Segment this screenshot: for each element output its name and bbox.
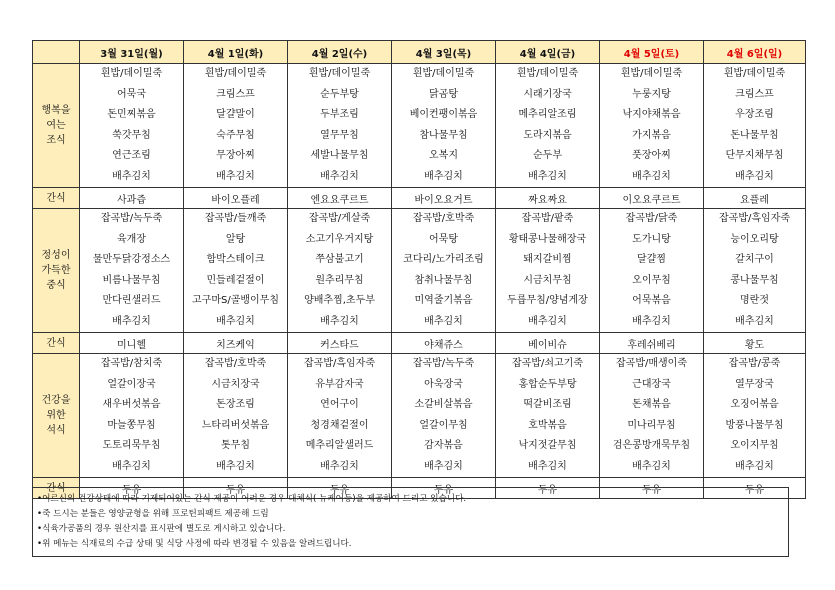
lunch-snack-row <box>33 333 806 354</box>
menu-item: 누룽지탕 <box>632 88 671 100</box>
menu-item: 미나리무침 <box>627 419 676 431</box>
menu-item: 배추김치 <box>112 170 151 182</box>
menu-item: 흰밥/데이밀죽 <box>723 68 786 79</box>
breakfast-menu-cell <box>184 64 288 188</box>
snack-item: 황도 <box>704 333 806 354</box>
menu-item: 배추김치 <box>632 170 671 182</box>
menu-item: 잡곡밥/들깨죽 <box>204 213 267 224</box>
breakfast-menu-row <box>33 64 806 188</box>
menu-item: 닭곰탕 <box>429 88 458 100</box>
snack-item: 이오요쿠르트 <box>600 188 704 209</box>
menu-item: 만다린샐러드 <box>102 295 161 306</box>
menu-item: 명란젓 <box>740 295 769 306</box>
lunch-menu-cell <box>80 209 184 333</box>
lunch-menu-row <box>33 209 806 333</box>
menu-item: 어묵볶음 <box>632 295 671 306</box>
menu-item: 우장조림 <box>735 109 774 120</box>
breakfast-menu-cell <box>496 64 600 188</box>
snack-item: 바이오플레 <box>184 188 288 209</box>
menu-item: 소고기우거지탕 <box>305 233 374 245</box>
menu-item: 감자볶음 <box>424 440 463 451</box>
menu-item: 돈채볶음 <box>632 399 671 410</box>
snack-item: 엔요요쿠르트 <box>288 188 392 209</box>
dinner-menu-cell <box>80 354 184 478</box>
snack-item: 야채쥬스 <box>392 333 496 354</box>
dinner-label: 건강을 위한 석식 <box>33 354 80 478</box>
menu-item: 오이무침 <box>632 274 671 286</box>
menu-item: 호박볶음 <box>528 419 567 431</box>
menu-item: 달걀찜 <box>637 254 666 265</box>
day-header: 3월 31일(월) <box>80 41 184 64</box>
day-header: 4월 2일(수) <box>288 41 392 64</box>
breakfast-menu-cell <box>704 64 806 188</box>
menu-item: 세발나물무침 <box>310 150 369 161</box>
menu-item: 청경채겉절이 <box>310 419 369 431</box>
menu-item: 유부감자국 <box>315 378 364 390</box>
dinner-menu-cell <box>392 354 496 478</box>
menu-item: 미역줄기볶음 <box>414 295 473 306</box>
menu-item: 메추리알조림 <box>518 109 577 120</box>
snack-item: 후레쉬베리 <box>600 333 704 354</box>
menu-item: 오이지무침 <box>730 440 779 451</box>
corner-cell <box>33 41 80 64</box>
snack-item: 두유 <box>80 478 184 499</box>
menu-item: 쑥갓무침 <box>112 129 151 141</box>
menu-item: 낙지젓갈무침 <box>518 440 577 451</box>
menu-item: 배추김치 <box>735 315 774 327</box>
day-header: 4월 4일(금) <box>496 41 600 64</box>
menu-item: 잡곡밥/팥죽 <box>521 213 574 224</box>
lunch-menu-cell <box>392 209 496 333</box>
day-header: 4월 3일(목) <box>392 41 496 64</box>
menu-item: 마늘쫑무침 <box>107 419 156 431</box>
menu-item: 원추리무침 <box>315 274 364 286</box>
menu-item: 도토리묵무침 <box>102 440 161 451</box>
day-header: 4월 1일(화) <box>184 41 288 64</box>
lunch-label: 정성이 가득한 중식 <box>33 209 80 333</box>
menu-item: 잡곡밥/닭죽 <box>625 213 678 224</box>
note-line: •위 메뉴는 식재료의 수급 상태 및 식당 사정에 따라 변경될 수 있음을 알려드립니다. <box>37 539 352 549</box>
snack-item: 두유 <box>184 478 288 499</box>
snack-label: 간식 <box>33 478 80 499</box>
menu-item: 새우버섯볶음 <box>102 399 161 410</box>
menu-item: 배추김치 <box>632 460 671 472</box>
menu-item: 돈장조림 <box>216 399 255 410</box>
snack-item: 짜요짜요 <box>496 188 600 209</box>
dinner-menu-cell <box>288 354 392 478</box>
menu-item: 배추김치 <box>320 315 359 327</box>
note-line: •죽 드시는 분들은 영양균형을 위해 프로틴피팩트 제공해 드림 <box>37 509 269 519</box>
menu-item: 잡곡밥/게살죽 <box>308 213 371 224</box>
menu-item: 참나물무침 <box>419 129 468 141</box>
menu-item: 얼갈이장국 <box>107 378 156 390</box>
menu-item: 배추김치 <box>424 170 463 182</box>
dinner-menu-cell <box>600 354 704 478</box>
menu-item: 콩나물무침 <box>730 274 779 286</box>
menu-item: 배추김치 <box>112 460 151 472</box>
menu-item: 물만두닭강정소스 <box>92 254 171 265</box>
snack-item: 두유 <box>600 478 704 499</box>
breakfast-label: 행복을 여는 조식 <box>33 64 80 188</box>
menu-item: 양배추찜,초두부 <box>304 295 375 306</box>
menu-item: 크림스프 <box>735 88 774 100</box>
snack-item: 치즈케익 <box>184 333 288 354</box>
breakfast-menu-cell <box>80 64 184 188</box>
menu-item: 잡곡밥/흑임자죽 <box>719 213 790 224</box>
menu-item: 순두부 <box>533 150 562 161</box>
menu-item: 흰밥/데이밀죽 <box>516 68 579 79</box>
menu-item: 흰밥/데이밀죽 <box>204 68 267 79</box>
menu-item: 방풍나물무침 <box>725 419 784 431</box>
menu-item: 쭈삼불고기 <box>315 254 364 265</box>
menu-item: 떡갈비조림 <box>523 399 572 410</box>
snack-item: 두유 <box>288 478 392 499</box>
menu-item: 잡곡밥/참치죽 <box>100 358 163 369</box>
menu-item: 흰밥/데이밀죽 <box>308 68 371 79</box>
menu-item: 근대장국 <box>632 378 671 390</box>
menu-item: 배추김치 <box>320 170 359 182</box>
dinner-menu-cell <box>496 354 600 478</box>
menu-item: 배추김치 <box>528 170 567 182</box>
menu-item: 느타리버섯볶음 <box>201 419 270 431</box>
menu-item: 열무무침 <box>320 129 359 141</box>
menu-item: 연근조림 <box>112 150 151 161</box>
menu-item: 잡곡밥/호박죽 <box>412 213 475 224</box>
menu-item: 시금치무침 <box>523 274 572 286</box>
lunch-menu-cell <box>288 209 392 333</box>
dinner-menu-cell <box>184 354 288 478</box>
snack-item: 두유 <box>704 478 806 499</box>
lunch-menu-cell <box>184 209 288 333</box>
dinner-menu-row <box>33 354 806 478</box>
menu-item: 아욱장국 <box>424 378 463 390</box>
lunch-menu-cell <box>600 209 704 333</box>
menu-item: 잡곡밥/쇠고기죽 <box>512 358 583 369</box>
menu-item: 배추김치 <box>216 315 255 327</box>
menu-item: 잡곡밥/녹두죽 <box>412 358 475 369</box>
menu-item: 돈민찌볶음 <box>107 109 156 120</box>
menu-item: 메추리알샐러드 <box>305 440 374 451</box>
note-line: •어르신의 건강상태에 따라 기제되어있는 간식 제공이 어려운 경우 대체식( 뉴케어등)을 제공하여 드리고 있습니다. <box>37 494 467 504</box>
menu-item: 함박스테이크 <box>206 254 265 265</box>
menu-item: 어묵국 <box>117 88 146 100</box>
snack-item: 미니헬 <box>80 333 184 354</box>
menu-item: 배추김치 <box>216 170 255 182</box>
menu-item: 배추김치 <box>632 315 671 327</box>
menu-item: 단무지채무침 <box>725 150 784 161</box>
menu-item: 잡곡밥/매생이죽 <box>616 358 687 369</box>
menu-item: 숙주무침 <box>216 129 255 141</box>
menu-item: 배추김치 <box>528 315 567 327</box>
menu-item: 배추김치 <box>216 460 255 472</box>
day-header-row <box>33 41 806 64</box>
menu-item: 시래기장국 <box>523 88 572 100</box>
menu-item: 알탕 <box>225 233 246 245</box>
menu-item: 가지볶음 <box>632 129 671 141</box>
snack-item: 요플레 <box>704 188 806 209</box>
menu-item: 배추김치 <box>528 460 567 472</box>
menu-item: 두릅무침/양념게장 <box>507 295 588 306</box>
menu-item: 능이오리탕 <box>730 233 779 245</box>
menu-item: 톳무침 <box>221 440 250 451</box>
weekly-menu-table <box>32 40 806 499</box>
menu-item: 황태콩나물해장국 <box>508 233 587 245</box>
snack-item: 바이오요거트 <box>392 188 496 209</box>
lunch-menu-cell <box>704 209 806 333</box>
breakfast-menu-cell <box>288 64 392 188</box>
snack-item: 커스타드 <box>288 333 392 354</box>
lunch-menu-cell <box>496 209 600 333</box>
notes-box <box>32 487 789 557</box>
snack-item: 베이비슈 <box>496 333 600 354</box>
menu-item: 도가니탕 <box>632 233 671 245</box>
snack-item: 두유 <box>496 478 600 499</box>
menu-item: 소갈비살볶음 <box>414 399 473 410</box>
menu-item: 홍합순두부탕 <box>518 378 577 390</box>
menu-item: 돈나물무침 <box>730 129 779 141</box>
menu-item: 크림스프 <box>216 88 255 100</box>
menu-item: 참취나물무침 <box>414 274 473 286</box>
menu-item: 오징어볶음 <box>730 399 779 410</box>
menu-item: 배추김치 <box>424 460 463 472</box>
menu-item: 달걀말이 <box>216 109 255 120</box>
menu-item: 육개장 <box>117 233 146 245</box>
menu-item: 흰밥/데이밀죽 <box>620 68 683 79</box>
menu-item: 얼갈이무침 <box>419 419 468 431</box>
breakfast-menu-cell <box>600 64 704 188</box>
menu-item: 열무장국 <box>735 378 774 390</box>
menu-item: 민들레겉절이 <box>206 274 265 286</box>
menu-item: 잡곡밥/흑임자죽 <box>304 358 375 369</box>
menu-item: 베이컨팽이볶음 <box>409 109 478 120</box>
menu-item: 연어구이 <box>320 399 359 410</box>
menu-item: 갈치구이 <box>735 254 774 265</box>
menu-item: 배추김치 <box>735 170 774 182</box>
menu-item: 흰밥/데이밀죽 <box>412 68 475 79</box>
day-header-weekend: 4월 5일(토) <box>600 41 704 64</box>
menu-item: 두부조림 <box>320 109 359 120</box>
menu-item: 어묵탕 <box>429 233 458 245</box>
note-line: •식육가공품의 경우 원산지를 표시판에 별도로 게시하고 있습니다. <box>37 524 286 534</box>
menu-item: 검은콩방개묵무침 <box>612 440 691 451</box>
menu-item: 잡곡밥/호박죽 <box>204 358 267 369</box>
menu-item: 도라지볶음 <box>523 129 572 141</box>
menu-item: 시금치장국 <box>211 378 260 390</box>
day-header-weekend: 4월 6일(일) <box>704 41 806 64</box>
menu-item: 배추김치 <box>424 315 463 327</box>
menu-item: 돼지갈비찜 <box>523 254 572 265</box>
menu-item: 코다리/노가리조림 <box>403 254 484 265</box>
menu-item: 풋장아찌 <box>632 150 671 161</box>
menu-item: 배추김치 <box>735 460 774 472</box>
snack-item: 두유 <box>392 478 496 499</box>
menu-item: 무장아찌 <box>216 150 255 161</box>
menu-item: 흰밥/데이밀죽 <box>100 68 163 79</box>
breakfast-snack-row <box>33 188 806 209</box>
menu-item: 비름나물무침 <box>102 274 161 286</box>
menu-item: 잡곡밥/콩죽 <box>728 358 781 369</box>
menu-item: 순두부탕 <box>320 88 359 100</box>
menu-item: 고구마S/골뱅이무침 <box>192 295 279 306</box>
snack-item: 사과즙 <box>80 188 184 209</box>
dinner-menu-cell <box>704 354 806 478</box>
menu-item: 배추김치 <box>320 460 359 472</box>
menu-item: 낙지야채볶음 <box>622 109 681 120</box>
menu-item: 잡곡밥/녹두죽 <box>100 213 163 224</box>
snack-label: 간식 <box>33 333 80 354</box>
menu-item: 배추김치 <box>112 315 151 327</box>
snack-label: 간식 <box>33 188 80 209</box>
breakfast-menu-cell <box>392 64 496 188</box>
menu-item: 오복지 <box>429 150 458 161</box>
